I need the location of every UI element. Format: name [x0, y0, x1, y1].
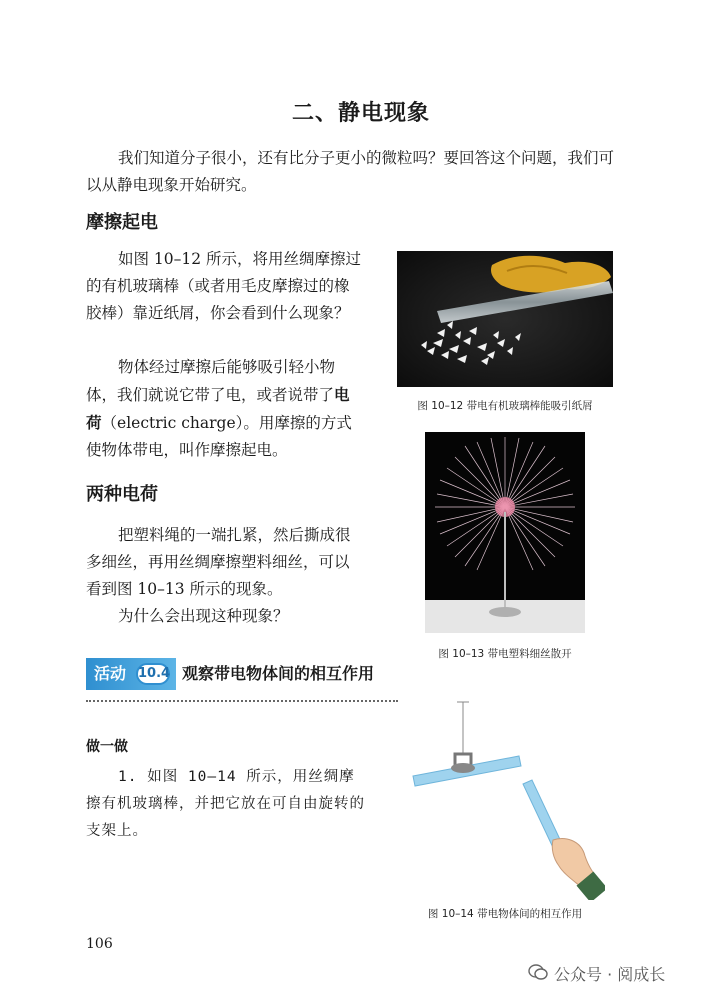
- figure-10-13-image: [425, 432, 585, 633]
- section-heading-two-charges: 两种电荷: [86, 484, 158, 505]
- two-charges-paragraph-2: 为什么会出现这种现象？: [118, 607, 289, 625]
- figure-10-14-image: [405, 700, 605, 900]
- watermark-text: 公众号 · 阅成长: [554, 965, 666, 984]
- page-title: 二、静电现象: [291, 101, 430, 126]
- friction-paragraph-2-end: （electric charge）。用摩擦的方式使物体带电，叫作摩擦起电。: [86, 414, 352, 459]
- figure-10-13-caption: 图 10–13 带电塑料细丝散开: [438, 648, 572, 660]
- activity-title: 观察带电物体间的相互作用: [182, 664, 375, 683]
- section-heading-friction: 摩擦起电: [86, 212, 158, 233]
- page-number: 106: [86, 936, 113, 952]
- intro-paragraph: 我们知道分子很小，还有比分子更小的微粒吗？要回答这个问题，我们可以从静电现象开始研究。: [86, 149, 615, 194]
- activity-divider: [86, 700, 398, 702]
- electric-charge-term: 电荷: [86, 385, 350, 432]
- watermark: [528, 962, 665, 985]
- activity-number: 10.4: [136, 663, 170, 685]
- friction-paragraph-2-start: 物体经过摩擦后能够吸引轻小物体，我们就说它带了电，或者说带了: [86, 358, 336, 404]
- activity-banner: [86, 658, 398, 690]
- friction-paragraph-2: [86, 354, 362, 464]
- figure-10-14-caption: 图 10–14 带电物体间的相互作用: [427, 908, 583, 920]
- friction-paragraph-1: 如图 10–12 所示，将用丝绸摩擦过的有机玻璃棒（或者用毛皮摩擦过的橡胶棒）靠近纸屑，你会看到什么现象？: [86, 250, 362, 322]
- figure-10-12-image: [397, 251, 613, 387]
- two-charges-paragraph-1: 把塑料绳的一端扎紧，然后撕成很多细丝，再用丝绸摩擦塑料细丝，可以看到图 10–13 所示的现象。: [86, 526, 351, 598]
- figure-10-12-caption: 图 10–12 带电有机玻璃棒能吸引纸屑: [417, 400, 593, 412]
- do-it-heading: 做一做: [86, 739, 128, 755]
- wechat-icon: [528, 964, 548, 984]
- step-1-text: 1. 如图 10–14 所示，用丝绸摩擦有机玻璃棒，并把它放在可自由旋转的支架上。: [86, 769, 365, 839]
- activity-tag: 活动: [86, 658, 176, 690]
